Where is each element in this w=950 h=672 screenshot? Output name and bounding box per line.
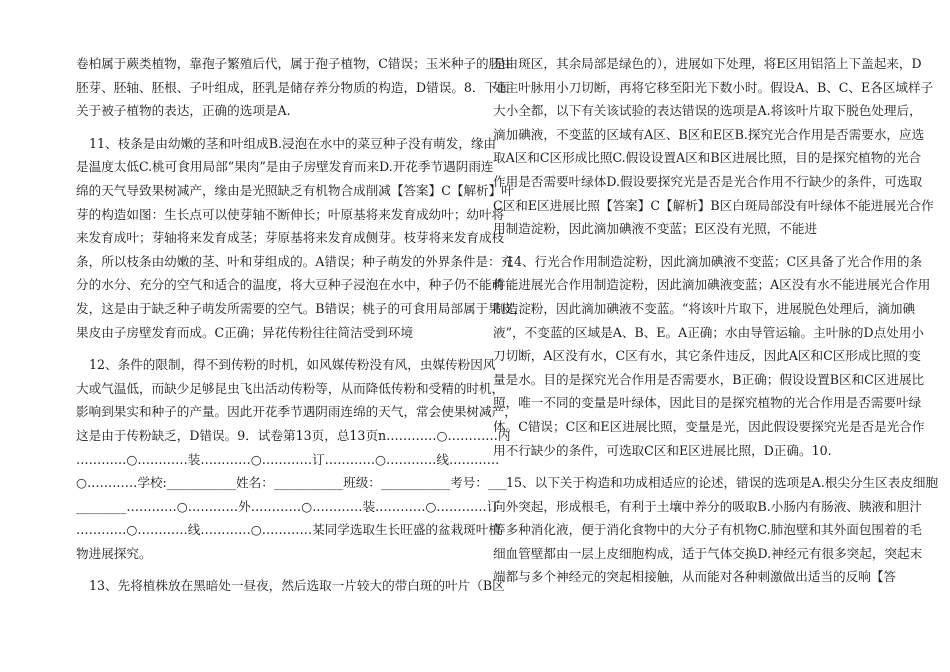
text-line: 体。C错误；C区和E区进展比照，变量是光，因此假设要探究光是否是光合作 [493, 418, 925, 434]
text-line: 大或气温低，而缺少足够昆虫飞出活动传粉等，从而降低传粉和受精的时机， [76, 380, 505, 396]
text-line: 刀切断，A区没有水，C区有水，其它条件违反，因此A区和C区形成比照的变 [493, 348, 921, 364]
text-line: 作用是否需要叶绿体D.假设要探究光是否是光合作用不行缺少的条件，可选取 [493, 173, 923, 189]
text-line: 制造淀粉，因此滴加碘液不变蓝。“将该叶片取下，进展脱色处理后，滴加碘 [493, 300, 916, 316]
text-line: 滴加碘液，不变蓝的区域有A区、B区和E区B.探究光合作用是否需要水，应选 [493, 126, 925, 142]
text-line: 端都与多个神经元的突起相接触，从而能对各种刺激做出适当的反响【答 [493, 569, 896, 585]
text-line: 用制造淀粉，因此滴加碘液不变蓝；E区没有光照，不能进 [493, 221, 818, 237]
text-line: 11、枝条是由幼嫩的茎和叶组成B.浸泡在水中的菜豆种子没有萌发，缘由 [89, 135, 497, 151]
text-line: 大小全都，以下有关该试验的表达错误的选项是A.将该叶片取下脱色处理后， [493, 103, 922, 119]
text-line: 条，所以枝条由幼嫩的茎、叶和芽组成的。A错误；种子萌发的外界条件是：充 [76, 253, 514, 269]
text-line: 卷柏属于蕨类植物，靠孢子繁殖后代，属于孢子植物，C错误；玉米种子的胚由 [76, 56, 514, 71]
text-line: 用不行缺少的条件，可选取C区和E区进展比照，D正确。10. [493, 442, 832, 458]
text-line: 胚芽、胚轴、胚根、子叶组成，胚乳是储存养分物质的构造，D错误。8．下面 [76, 79, 510, 95]
text-line: 这是由于传粉缺乏，D错误。9．试卷第13页，总13页n…………○…………内 [76, 427, 511, 443]
text-line: 细血管壁都由一层上皮细胞构成，适于气体交换D.神经元有很多突起，突起末 [493, 545, 923, 561]
text-line: 关于被子植物的表达，正确的选项是A. [76, 103, 291, 119]
text-line: 发，这是由于缺乏种子萌发所需要的空气。B错误；桃子的可食用局部属于果皮， [76, 300, 527, 316]
text-line: 件能进展光合作用制造淀粉，因此滴加碘液变蓝；A区没有水不能进展光合作用 [493, 277, 931, 293]
text-line: 芽的构造如图：生长点可以使芽轴不断伸长；叶原基将来发育成幼叶；幼叶将 [76, 206, 505, 222]
text-line: 照，唯一不同的变量是叶绿体，因此目的是探究植物的光合作用是否需要叶绿 [493, 395, 922, 411]
text-line: 15、以下关于构造和功成相适应的论述，错误的选项是A.根尖分生区表皮细胞 [506, 475, 939, 491]
text-line: 14、行光合作用制造淀粉，因此滴加碘液不变蓝；C区具备了光合作用的条 [506, 253, 923, 269]
binding-line: ________…………○…………外…………○…………装…………○…………订 [76, 498, 500, 514]
right-column [493, 52, 939, 589]
text-line: 13、先将植株放在黑暗处一昼夜，然后选取一片较大的带白斑的叶片（B区 [89, 578, 505, 594]
text-line: 12、条件的限制，得不到传粉的时机，如风媒传粉没有风，虫媒传粉因风 [89, 357, 496, 373]
text-line: 等多种消化液，便于消化食物中的大分子有机物C.肺泡壁和其外面包围着的毛 [493, 522, 922, 538]
text-line: 取A区和C区形成比照C.假设设置A区和B区进展比照，目的是探究植物的光合 [493, 150, 922, 166]
text-line: …………○…………线…………○…………某同学选取生长旺盛的盆栽斑叶植 [76, 522, 501, 538]
text-line: 分的水分、充分的空气和适合的温度，将大豆种子浸泡在水中，种子仍不能萌 [76, 277, 505, 293]
text-line: 绵的天气导致果树减产，缘由是光照缺乏有机物合成削减【答案】C【解析】叶 [76, 182, 514, 198]
text-line: 是温度太低C.桃可食用局部“果肉”是由子房壁发育而来D.开花季节遇阴雨连 [76, 159, 494, 175]
text-line: 量是水。目的是探究光合作用是否需要水，B正确；假设设置B区和C区进展比 [493, 371, 925, 387]
text-line: C区和E区进展比照【答案】C【解析】B区白斑局部没有叶绿体不能进展光合作 [493, 197, 934, 213]
text-line: 来发育成叶；芽轴将来发育成茎；芽原基将来发育成侧芽。枝芽将来发育成枝 [76, 230, 505, 246]
text-line: 果皮由子房壁发育而成。C正确；异花传粉往往简洁受到环境 [76, 324, 414, 340]
text-line: 液”，不变蓝的区域是A、B、E。A正确；水由导管运输。主叶脉的D点处用小 [493, 324, 924, 340]
binding-line: …………○…………装…………○…………订…………○…………线………… [76, 451, 500, 467]
text-line: 影响到果实和种子的产量。因此开花季节遇阴雨连绵的天气，常会使果树减产， [76, 404, 517, 420]
text-line: 向外突起，形成根毛，有利于土壤中养分的吸取B.小肠内有肠液、胰液和胆汁 [493, 498, 922, 514]
text-line: 是白斑区，其余局部是绿色的），进展如下处理，将E区用铝箔上下盖起来，D [493, 56, 922, 71]
exam-info-line: ○…………学校:___________姓名：___________班级：___________考号：___ [76, 475, 507, 491]
text-line: 物进展探究。 [76, 545, 152, 561]
left-column [76, 52, 527, 598]
text-line: 处主叶脉用小刀切断，再将它移至阳光下数小时。假设A、B、C、E各区域样子 [493, 79, 934, 95]
